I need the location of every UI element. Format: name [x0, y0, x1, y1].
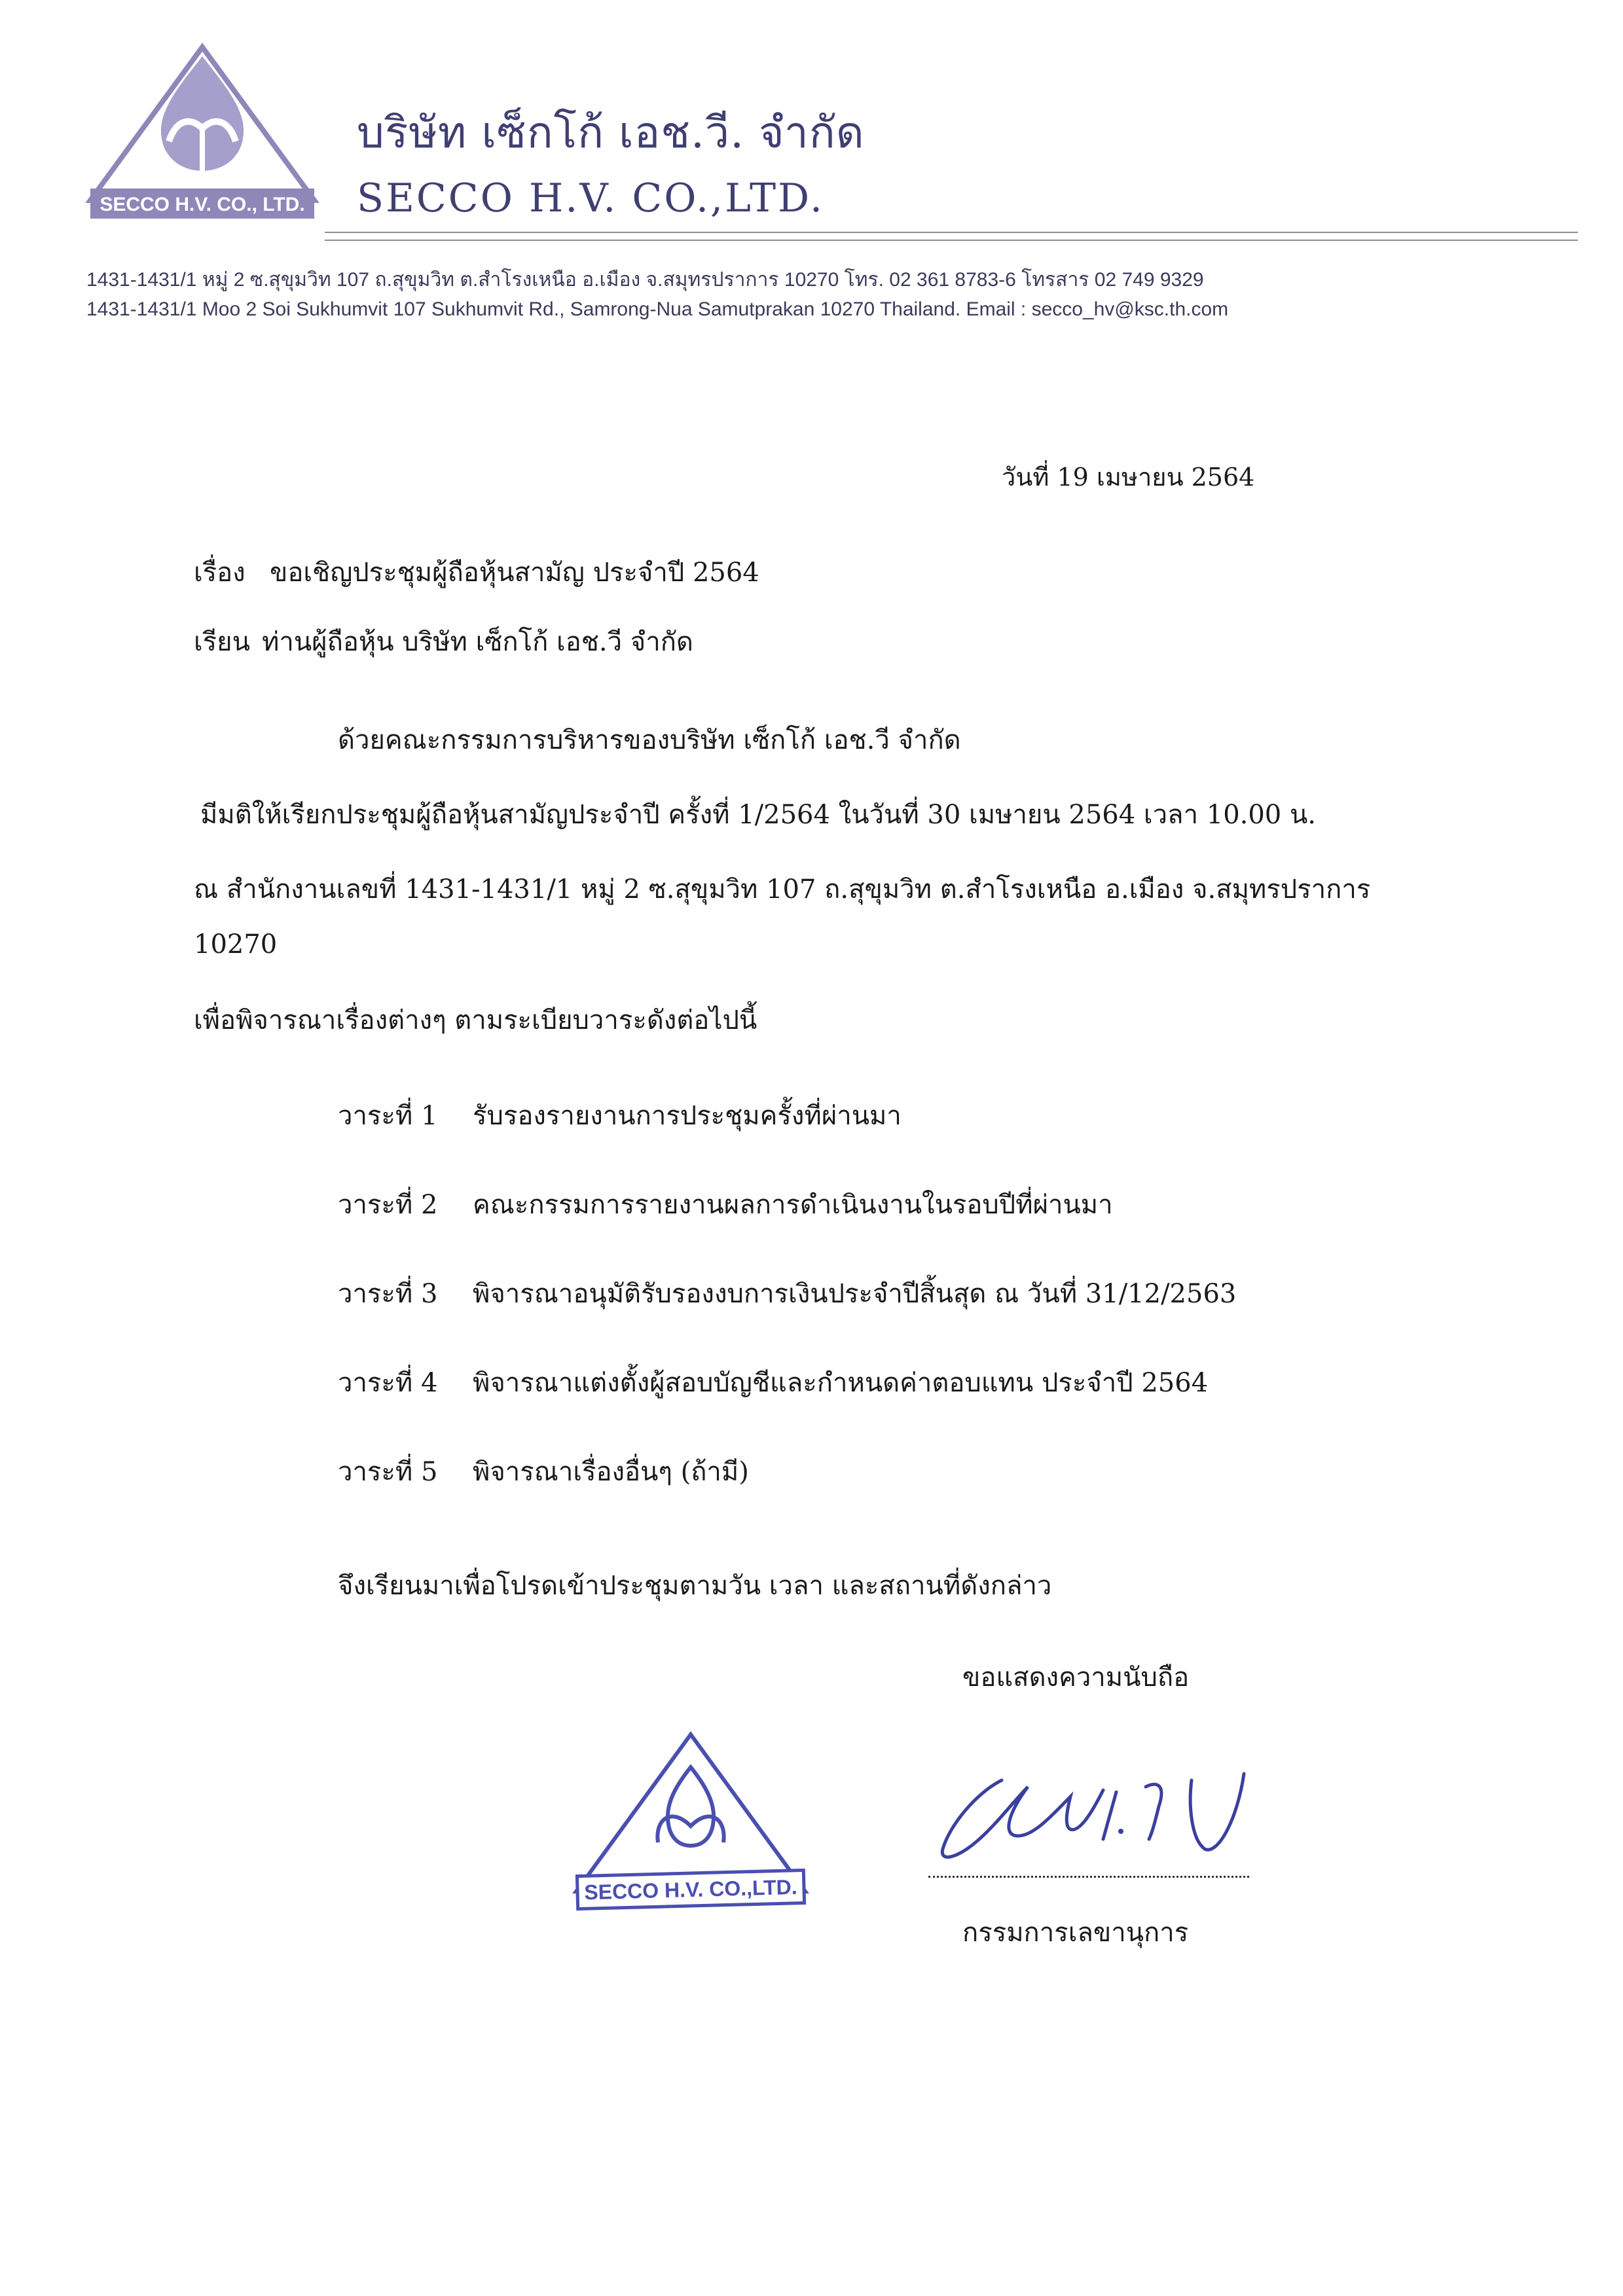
body-paragraph-line: เพื่อพิจารณาเรื่องต่างๆ ตามระเบียบวาระดังต่อไปนี้: [194, 1005, 757, 1035]
subject-text: ขอเชิญประชุมผู้ถือหุ้นสามัญ ประจำปี 2564: [270, 558, 759, 588]
signature: [930, 1761, 1322, 1872]
closing-paragraph: จึงเรียนมาเพื่อโปรดเข้าประชุมตามวัน เวลา และสถานที่ดังกล่าว: [338, 1571, 1052, 1601]
company-stamp: [570, 1728, 812, 1924]
recipient-label: เรียน: [194, 627, 250, 657]
agenda-number: วาระที่ 2: [338, 1190, 438, 1220]
company-logo: [84, 43, 321, 221]
agenda-number: วาระที่ 4: [338, 1368, 438, 1398]
body-paragraph-line: ณ สำนักงานเลขที่ 1431-1431/1 หมู่ 2 ซ.สุขุมวิท 107 ถ.สุขุมวิท ต.สำโรงเหนือ อ.เมือง จ.สมุทรปราการ: [194, 874, 1371, 905]
recipient-text: ท่านผู้ถือหุ้น บริษัท เซ็กโก้ เอช.วี จำกัด: [262, 627, 693, 657]
agenda-item: คณะกรรมการรายงานผลการดำเนินงานในรอบปีที่ผ่านมา: [473, 1190, 1113, 1220]
company-name-english: SECCO H.V. CO.,LTD.: [357, 175, 825, 221]
stamp-text: SECCO H.V. CO.,LTD.: [583, 1874, 798, 1905]
signatory-title: กรรมการเลขานุการ: [962, 1918, 1189, 1948]
body-paragraph-line: ด้วยคณะกรรมการบริหารของบริษัท เซ็กโก้ เอช.วี จำกัด: [338, 725, 961, 755]
body-paragraph-line: 10270: [194, 929, 278, 960]
letter-date: วันที่ 19 เมษายน 2564: [1002, 463, 1255, 492]
address-english: 1431-1431/1 Moo 2 Soi Sukhumvit 107 Sukhumvit Rd., Samrong-Nua Samutprakan 10270 Thailand. Email : secco_hv@ksc.th.com: [86, 298, 1229, 320]
agenda-number: วาระที่ 3: [338, 1279, 438, 1309]
signature-line: [928, 1876, 1249, 1878]
address-thai: 1431-1431/1 หมู่ 2 ซ.สุขุมวิท 107 ถ.สุขุมวิท ต.สำโรงเหนือ อ.เมือง จ.สมุทรปราการ 10270 โทร. 02 361 8783-6 โทรสาร 02 749 9329: [86, 269, 1204, 291]
header-divider: [325, 240, 1578, 241]
agenda-number: วาระที่ 1: [338, 1101, 438, 1131]
agenda-number: วาระที่ 5: [338, 1457, 438, 1487]
logo-text: SECCO H.V. CO., LTD.: [100, 194, 305, 215]
header-divider: [325, 232, 1578, 233]
company-name-thai: บริษัท เซ็กโก้ เอช.วี. จำกัด: [357, 107, 865, 158]
body-paragraph-line: มีมติให้เรียกประชุมผู้ถือหุ้นสามัญประจำปี ครั้งที่ 1/2564 ในวันที่ 30 เมษายน 2564 เวลา 10.00 น.: [200, 800, 1317, 830]
agenda-item: พิจารณาแต่งตั้งผู้สอบบัญชีและกำหนดค่าตอบแทน ประจำปี 2564: [473, 1368, 1209, 1398]
regards-text: ขอแสดงความนับถือ: [962, 1662, 1190, 1693]
agenda-item: รับรองรายงานการประชุมครั้งที่ผ่านมา: [473, 1101, 902, 1131]
agenda-item: พิจารณาเรื่องอื่นๆ (ถ้ามี): [473, 1457, 749, 1487]
subject-label: เรื่อง: [194, 558, 246, 588]
agenda-item: พิจารณาอนุมัติรับรองงบการเงินประจำปีสิ้นสุด ณ วันที่ 31/12/2563: [473, 1279, 1237, 1309]
